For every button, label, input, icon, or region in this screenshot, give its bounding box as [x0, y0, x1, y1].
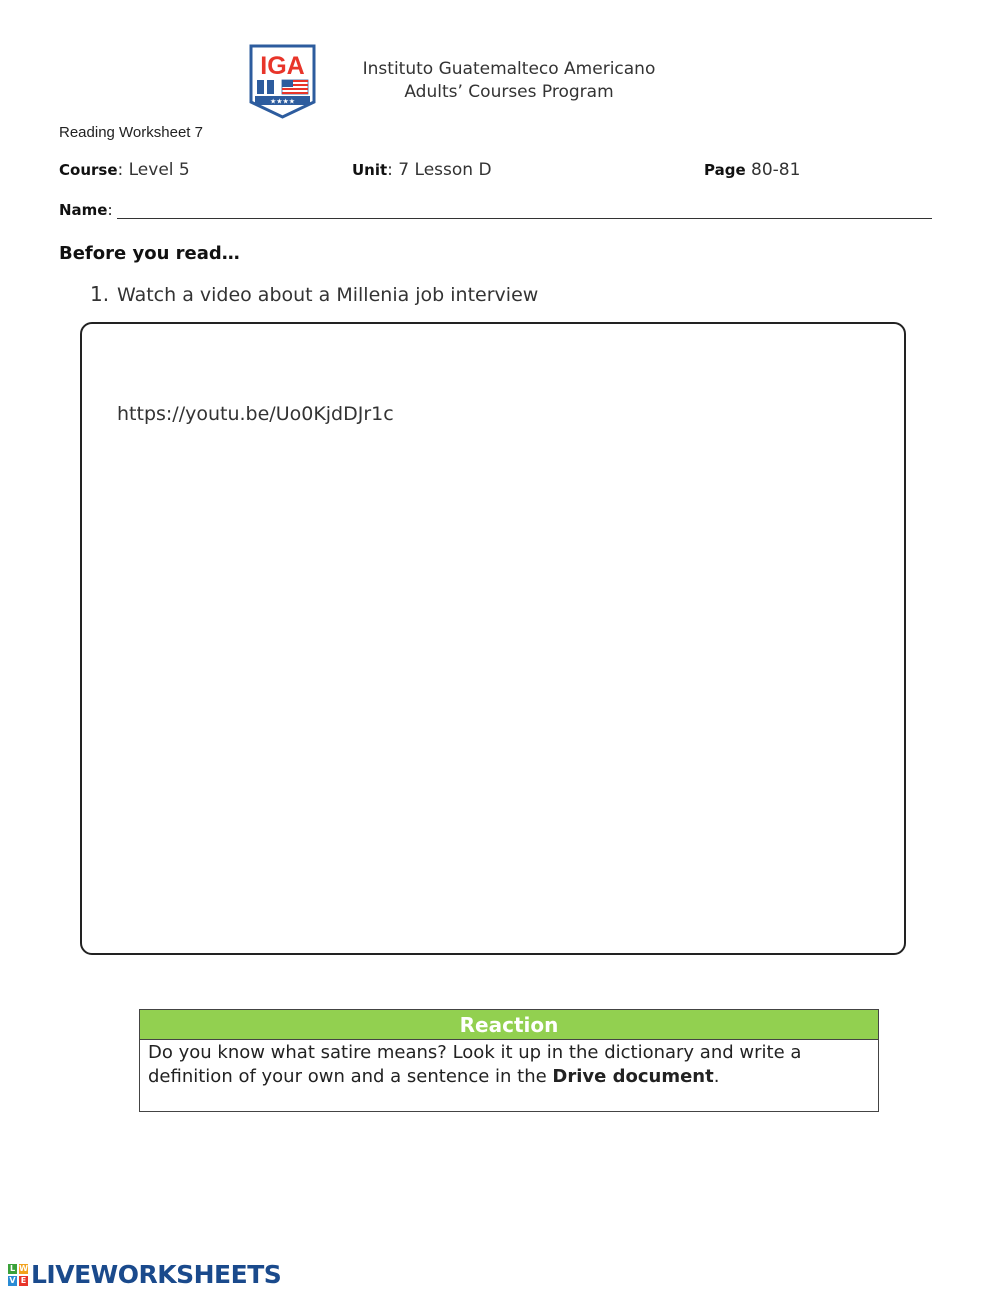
- liveworksheets-brand: LIVEWORKSHEETS: [31, 1260, 282, 1289]
- page-label: Page: [704, 161, 746, 179]
- course-label: Course: [59, 161, 118, 179]
- item-text: Watch a video about a Millenia job interview: [117, 284, 539, 306]
- name-row: [59, 201, 932, 219]
- name-field[interactable]: [117, 202, 932, 219]
- program-name: Adults’ Courses Program: [404, 82, 614, 102]
- logo-text: IGA: [260, 52, 305, 80]
- reaction-title: Reaction: [140, 1010, 878, 1040]
- worksheet-title: Reading Worksheet 7: [59, 124, 203, 141]
- list-item: [90, 282, 538, 306]
- liveworksheets-logo: [8, 1260, 281, 1289]
- course-info: [59, 160, 190, 180]
- course-value: : Level 5: [117, 160, 190, 180]
- badge-letter: E: [20, 1275, 27, 1285]
- name-colon: :: [107, 201, 113, 219]
- item-number: 1.: [90, 282, 110, 306]
- badge-letter: L: [9, 1263, 16, 1273]
- page-value: 80-81: [745, 160, 801, 180]
- iga-logo: [249, 44, 316, 119]
- reaction-table: [139, 1009, 879, 1112]
- page-info: [704, 160, 800, 180]
- reaction-text: [140, 1040, 878, 1090]
- badge-letter: V: [9, 1275, 16, 1285]
- drive-document-text: Drive document: [552, 1066, 714, 1087]
- video-link[interactable]: https://youtu.be/Uo0KjdDJr1c: [117, 403, 394, 425]
- name-label: Name: [59, 201, 108, 219]
- reaction-text-start: Do you know what satire means? Look it up in the dictionary and write a definition of your own and a sentence in the: [148, 1042, 802, 1087]
- reaction-text-end: .: [713, 1066, 720, 1087]
- svg-text:★★★★: ★★★★: [269, 97, 296, 106]
- unit-value: : 7 Lesson D: [387, 160, 492, 180]
- institute-heading: [320, 58, 698, 104]
- unit-label: Unit: [352, 161, 388, 179]
- unit-info: [352, 160, 492, 180]
- liveworksheets-badge-icon: [8, 1264, 28, 1286]
- section-heading: Before you read…: [59, 243, 240, 264]
- badge-letter: W: [19, 1263, 28, 1273]
- institute-name: Instituto Guatemalteco Americano: [362, 59, 656, 79]
